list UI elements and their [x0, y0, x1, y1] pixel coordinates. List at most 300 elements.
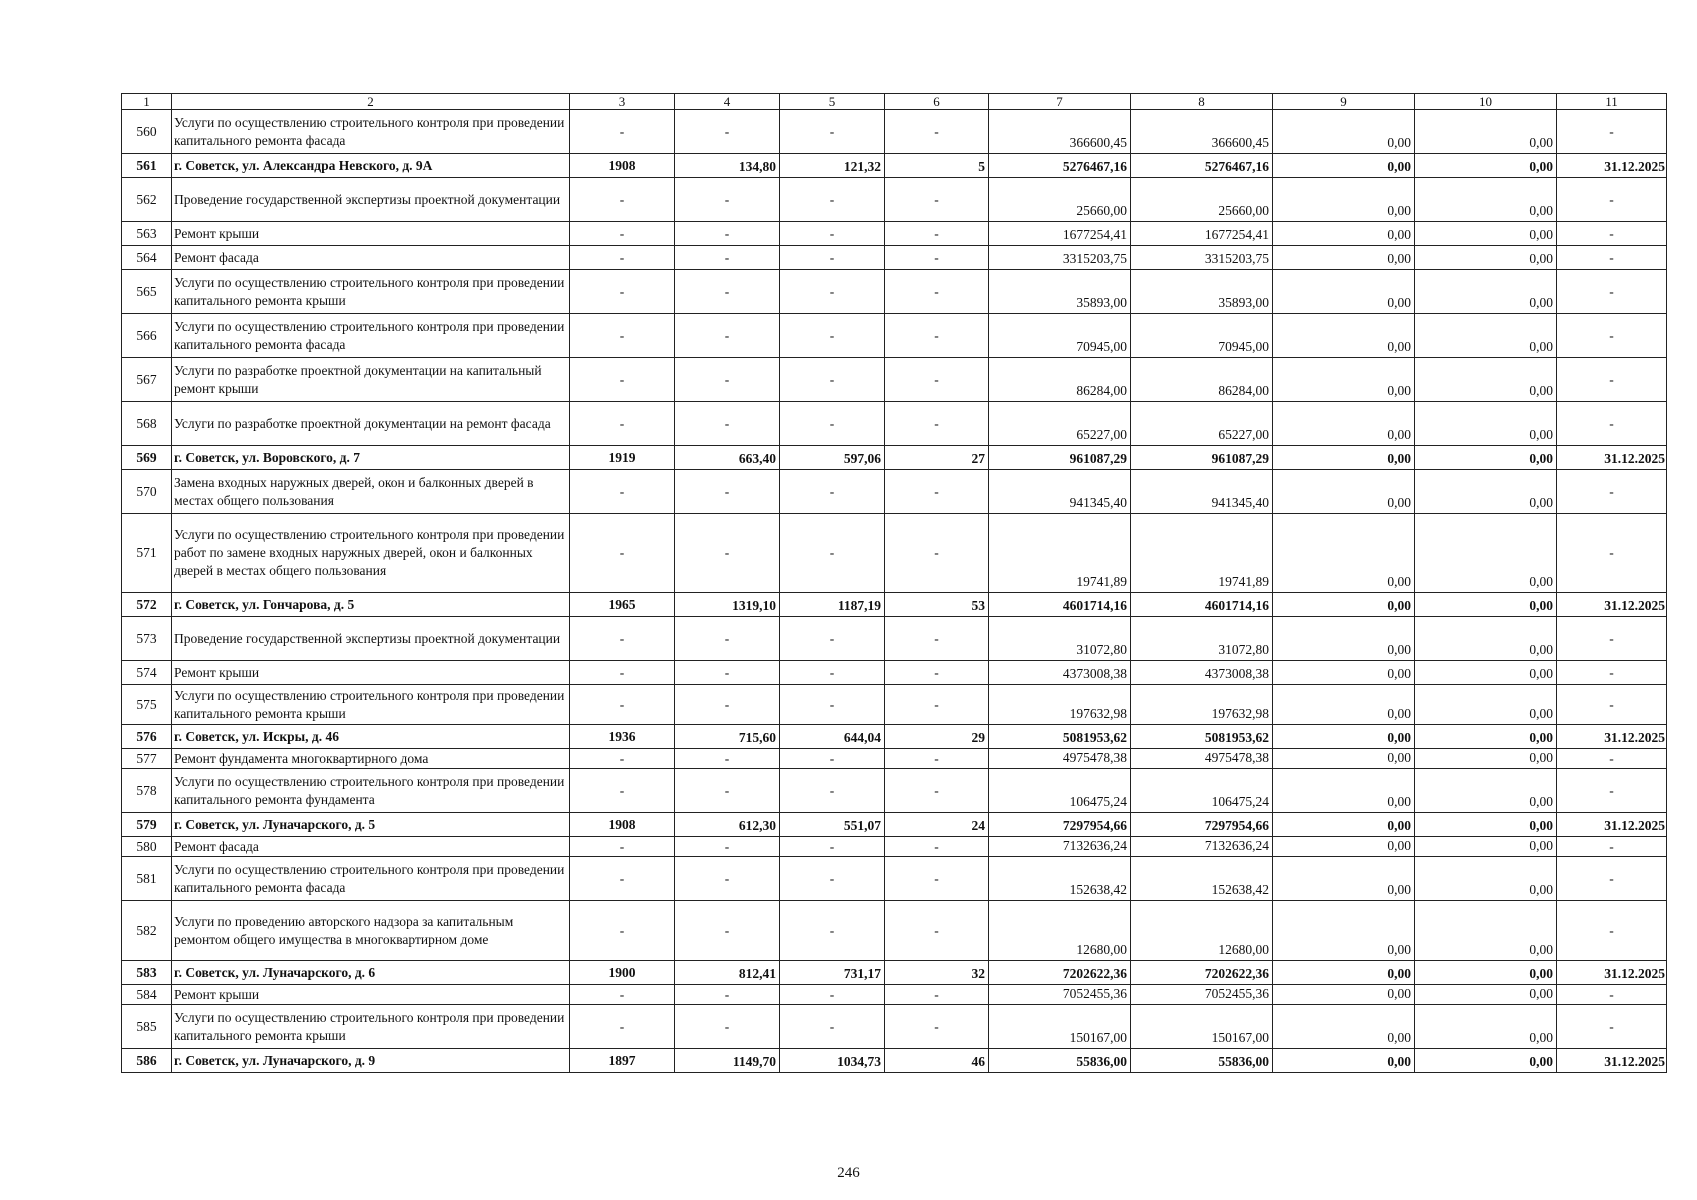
- fund-cost-cell: 941345,40: [1131, 470, 1273, 514]
- residents-count-cell: -: [885, 222, 989, 246]
- living-area-cell: -: [780, 178, 885, 222]
- other-cost-cell: 0,00: [1415, 402, 1557, 446]
- deadline-cell: -: [1557, 857, 1667, 901]
- residents-count-cell: 24: [885, 813, 989, 837]
- other-cost-cell: 0,00: [1415, 837, 1557, 857]
- living-area-cell: 1187,19: [780, 593, 885, 617]
- residents-count-cell: -: [885, 270, 989, 314]
- built-year-cell: -: [570, 314, 675, 358]
- budget-cost-cell: 0,00: [1273, 446, 1415, 470]
- deadline-cell: -: [1557, 222, 1667, 246]
- living-area-cell: 1034,73: [780, 1049, 885, 1073]
- header-cell: 4: [675, 94, 780, 110]
- budget-cost-cell: 0,00: [1273, 270, 1415, 314]
- fund-cost-cell: 961087,29: [1131, 446, 1273, 470]
- residents-count-cell: -: [885, 857, 989, 901]
- work-row: [122, 246, 1667, 270]
- row-number-cell: 560: [122, 110, 172, 154]
- total-cost-cell: 25660,00: [989, 178, 1131, 222]
- header-cell: 6: [885, 94, 989, 110]
- work-row: [122, 270, 1667, 314]
- work-row: [122, 178, 1667, 222]
- budget-cost-cell: 0,00: [1273, 685, 1415, 725]
- other-cost-cell: 0,00: [1415, 1005, 1557, 1049]
- living-area-cell: -: [780, 837, 885, 857]
- built-year-cell: 1965: [570, 593, 675, 617]
- other-cost-cell: 0,00: [1415, 246, 1557, 270]
- total-area-cell: -: [675, 901, 780, 961]
- living-area-cell: 121,32: [780, 154, 885, 178]
- total-area-cell: -: [675, 402, 780, 446]
- header-cell: 8: [1131, 94, 1273, 110]
- fund-cost-cell: 31072,80: [1131, 617, 1273, 661]
- capital-repair-table: [121, 93, 1667, 1073]
- residents-count-cell: 53: [885, 593, 989, 617]
- row-number-cell: 566: [122, 314, 172, 358]
- work-row: [122, 901, 1667, 961]
- fund-cost-cell: 25660,00: [1131, 178, 1273, 222]
- row-name-cell: Ремонт фасада: [172, 837, 570, 857]
- address-row: [122, 154, 1667, 178]
- budget-cost-cell: 0,00: [1273, 1005, 1415, 1049]
- living-area-cell: 644,04: [780, 725, 885, 749]
- header-cell: 9: [1273, 94, 1415, 110]
- total-cost-cell: 7202622,36: [989, 961, 1131, 985]
- living-area-cell: 551,07: [780, 813, 885, 837]
- row-name-cell: Ремонт крыши: [172, 661, 570, 685]
- row-number-cell: 575: [122, 685, 172, 725]
- living-area-cell: -: [780, 661, 885, 685]
- total-area-cell: -: [675, 685, 780, 725]
- residents-count-cell: -: [885, 749, 989, 769]
- other-cost-cell: 0,00: [1415, 110, 1557, 154]
- work-row: [122, 470, 1667, 514]
- residents-count-cell: 5: [885, 154, 989, 178]
- other-cost-cell: 0,00: [1415, 593, 1557, 617]
- fund-cost-cell: 7202622,36: [1131, 961, 1273, 985]
- work-row: [122, 110, 1667, 154]
- fund-cost-cell: 4975478,38: [1131, 749, 1273, 769]
- row-name-cell: г. Советск, ул. Луначарского, д. 5: [172, 813, 570, 837]
- budget-cost-cell: 0,00: [1273, 985, 1415, 1005]
- other-cost-cell: 0,00: [1415, 154, 1557, 178]
- deadline-cell: -: [1557, 314, 1667, 358]
- row-name-cell: Услуги по осуществлению строительного контроля при проведении капитального ремонта фасада: [172, 857, 570, 901]
- residents-count-cell: -: [885, 685, 989, 725]
- row-name-cell: Услуги по разработке проектной документации на ремонт фасада: [172, 402, 570, 446]
- total-area-cell: -: [675, 470, 780, 514]
- residents-count-cell: -: [885, 110, 989, 154]
- total-cost-cell: 55836,00: [989, 1049, 1131, 1073]
- total-area-cell: 612,30: [675, 813, 780, 837]
- row-number-cell: 563: [122, 222, 172, 246]
- other-cost-cell: 0,00: [1415, 857, 1557, 901]
- residents-count-cell: -: [885, 985, 989, 1005]
- deadline-cell: -: [1557, 246, 1667, 270]
- other-cost-cell: 0,00: [1415, 725, 1557, 749]
- residents-count-cell: -: [885, 901, 989, 961]
- living-area-cell: -: [780, 402, 885, 446]
- row-name-cell: Проведение государственной экспертизы проектной документации: [172, 617, 570, 661]
- row-name-cell: г. Советск, ул. Луначарского, д. 6: [172, 961, 570, 985]
- other-cost-cell: 0,00: [1415, 514, 1557, 593]
- deadline-cell: -: [1557, 270, 1667, 314]
- row-number-cell: 581: [122, 857, 172, 901]
- built-year-cell: 1897: [570, 1049, 675, 1073]
- fund-cost-cell: 70945,00: [1131, 314, 1273, 358]
- living-area-cell: -: [780, 749, 885, 769]
- row-number-cell: 571: [122, 514, 172, 593]
- deadline-cell: 31.12.2025: [1557, 813, 1667, 837]
- deadline-cell: -: [1557, 901, 1667, 961]
- total-cost-cell: 7052455,36: [989, 985, 1131, 1005]
- fund-cost-cell: 1677254,41: [1131, 222, 1273, 246]
- residents-count-cell: -: [885, 314, 989, 358]
- living-area-cell: -: [780, 685, 885, 725]
- residents-count-cell: -: [885, 617, 989, 661]
- row-number-cell: 578: [122, 769, 172, 813]
- total-cost-cell: 197632,98: [989, 685, 1131, 725]
- row-number-cell: 572: [122, 593, 172, 617]
- row-name-cell: Ремонт фундамента многоквартирного дома: [172, 749, 570, 769]
- address-row: [122, 446, 1667, 470]
- total-area-cell: -: [675, 514, 780, 593]
- deadline-cell: 31.12.2025: [1557, 593, 1667, 617]
- header-cell: 3: [570, 94, 675, 110]
- work-row: [122, 358, 1667, 402]
- built-year-cell: -: [570, 749, 675, 769]
- total-cost-cell: 86284,00: [989, 358, 1131, 402]
- budget-cost-cell: 0,00: [1273, 110, 1415, 154]
- total-cost-cell: 941345,40: [989, 470, 1131, 514]
- row-number-cell: 583: [122, 961, 172, 985]
- work-row: [122, 222, 1667, 246]
- total-cost-cell: 7297954,66: [989, 813, 1131, 837]
- column-number-header: [122, 94, 1667, 110]
- fund-cost-cell: 65227,00: [1131, 402, 1273, 446]
- budget-cost-cell: 0,00: [1273, 1049, 1415, 1073]
- budget-cost-cell: 0,00: [1273, 314, 1415, 358]
- deadline-cell: -: [1557, 1005, 1667, 1049]
- fund-cost-cell: 4601714,16: [1131, 593, 1273, 617]
- residents-count-cell: -: [885, 470, 989, 514]
- header-cell: 1: [122, 94, 172, 110]
- fund-cost-cell: 7297954,66: [1131, 813, 1273, 837]
- other-cost-cell: 0,00: [1415, 178, 1557, 222]
- fund-cost-cell: 150167,00: [1131, 1005, 1273, 1049]
- fund-cost-cell: 7052455,36: [1131, 985, 1273, 1005]
- row-name-cell: г. Советск, ул. Воровского, д. 7: [172, 446, 570, 470]
- deadline-cell: -: [1557, 110, 1667, 154]
- fund-cost-cell: 12680,00: [1131, 901, 1273, 961]
- residents-count-cell: 46: [885, 1049, 989, 1073]
- row-number-cell: 564: [122, 246, 172, 270]
- fund-cost-cell: 197632,98: [1131, 685, 1273, 725]
- built-year-cell: -: [570, 685, 675, 725]
- work-row: [122, 514, 1667, 593]
- residents-count-cell: -: [885, 1005, 989, 1049]
- living-area-cell: -: [780, 857, 885, 901]
- work-row: [122, 749, 1667, 769]
- row-number-cell: 565: [122, 270, 172, 314]
- work-row: [122, 685, 1667, 725]
- header-cell: 10: [1415, 94, 1557, 110]
- row-number-cell: 562: [122, 178, 172, 222]
- work-row: [122, 661, 1667, 685]
- built-year-cell: -: [570, 246, 675, 270]
- built-year-cell: -: [570, 178, 675, 222]
- residents-count-cell: -: [885, 837, 989, 857]
- row-name-cell: Услуги по осуществлению строительного контроля при проведении капитального ремонта фасада: [172, 110, 570, 154]
- deadline-cell: -: [1557, 402, 1667, 446]
- residents-count-cell: -: [885, 769, 989, 813]
- budget-cost-cell: 0,00: [1273, 749, 1415, 769]
- header-cell: 7: [989, 94, 1131, 110]
- fund-cost-cell: 4373008,38: [1131, 661, 1273, 685]
- budget-cost-cell: 0,00: [1273, 901, 1415, 961]
- work-row: [122, 402, 1667, 446]
- deadline-cell: 31.12.2025: [1557, 154, 1667, 178]
- work-row: [122, 837, 1667, 857]
- deadline-cell: 31.12.2025: [1557, 446, 1667, 470]
- total-area-cell: 715,60: [675, 725, 780, 749]
- built-year-cell: -: [570, 1005, 675, 1049]
- table-body: [122, 94, 1667, 1073]
- total-area-cell: -: [675, 837, 780, 857]
- total-area-cell: 1319,10: [675, 593, 780, 617]
- total-area-cell: -: [675, 769, 780, 813]
- row-name-cell: Услуги по осуществлению строительного контроля при проведении капитального ремонта крыши: [172, 685, 570, 725]
- built-year-cell: -: [570, 470, 675, 514]
- row-number-cell: 576: [122, 725, 172, 749]
- total-area-cell: -: [675, 857, 780, 901]
- living-area-cell: -: [780, 1005, 885, 1049]
- budget-cost-cell: 0,00: [1273, 837, 1415, 857]
- budget-cost-cell: 0,00: [1273, 514, 1415, 593]
- fund-cost-cell: 55836,00: [1131, 1049, 1273, 1073]
- total-area-cell: -: [675, 178, 780, 222]
- built-year-cell: -: [570, 857, 675, 901]
- row-number-cell: 569: [122, 446, 172, 470]
- total-cost-cell: 152638,42: [989, 857, 1131, 901]
- other-cost-cell: 0,00: [1415, 769, 1557, 813]
- header-cell: 5: [780, 94, 885, 110]
- total-cost-cell: 35893,00: [989, 270, 1131, 314]
- residents-count-cell: 27: [885, 446, 989, 470]
- other-cost-cell: 0,00: [1415, 446, 1557, 470]
- fund-cost-cell: 366600,45: [1131, 110, 1273, 154]
- deadline-cell: -: [1557, 470, 1667, 514]
- built-year-cell: -: [570, 402, 675, 446]
- row-name-cell: г. Советск, ул. Гончарова, д. 5: [172, 593, 570, 617]
- header-cell: 11: [1557, 94, 1667, 110]
- living-area-cell: -: [780, 314, 885, 358]
- row-number-cell: 586: [122, 1049, 172, 1073]
- deadline-cell: -: [1557, 769, 1667, 813]
- living-area-cell: -: [780, 514, 885, 593]
- residents-count-cell: -: [885, 246, 989, 270]
- fund-cost-cell: 3315203,75: [1131, 246, 1273, 270]
- other-cost-cell: 0,00: [1415, 661, 1557, 685]
- other-cost-cell: 0,00: [1415, 685, 1557, 725]
- work-row: [122, 617, 1667, 661]
- other-cost-cell: 0,00: [1415, 470, 1557, 514]
- other-cost-cell: 0,00: [1415, 617, 1557, 661]
- budget-cost-cell: 0,00: [1273, 178, 1415, 222]
- budget-cost-cell: 0,00: [1273, 857, 1415, 901]
- living-area-cell: -: [780, 617, 885, 661]
- fund-cost-cell: 5276467,16: [1131, 154, 1273, 178]
- total-cost-cell: 5081953,62: [989, 725, 1131, 749]
- budget-cost-cell: 0,00: [1273, 593, 1415, 617]
- work-row: [122, 1005, 1667, 1049]
- deadline-cell: 31.12.2025: [1557, 1049, 1667, 1073]
- living-area-cell: -: [780, 110, 885, 154]
- total-cost-cell: 65227,00: [989, 402, 1131, 446]
- budget-cost-cell: 0,00: [1273, 813, 1415, 837]
- living-area-cell: -: [780, 270, 885, 314]
- deadline-cell: 31.12.2025: [1557, 725, 1667, 749]
- address-row: [122, 961, 1667, 985]
- living-area-cell: -: [780, 985, 885, 1005]
- deadline-cell: -: [1557, 749, 1667, 769]
- row-name-cell: Ремонт крыши: [172, 985, 570, 1005]
- deadline-cell: -: [1557, 837, 1667, 857]
- row-number-cell: 582: [122, 901, 172, 961]
- built-year-cell: -: [570, 270, 675, 314]
- row-name-cell: Ремонт фасада: [172, 246, 570, 270]
- budget-cost-cell: 0,00: [1273, 661, 1415, 685]
- row-number-cell: 573: [122, 617, 172, 661]
- total-area-cell: -: [675, 985, 780, 1005]
- total-area-cell: -: [675, 270, 780, 314]
- total-cost-cell: 106475,24: [989, 769, 1131, 813]
- total-cost-cell: 70945,00: [989, 314, 1131, 358]
- total-cost-cell: 12680,00: [989, 901, 1131, 961]
- total-cost-cell: 366600,45: [989, 110, 1131, 154]
- row-name-cell: Услуги по осуществлению строительного контроля при проведении капитального ремонта фундамента: [172, 769, 570, 813]
- budget-cost-cell: 0,00: [1273, 222, 1415, 246]
- budget-cost-cell: 0,00: [1273, 246, 1415, 270]
- row-number-cell: 584: [122, 985, 172, 1005]
- total-area-cell: -: [675, 222, 780, 246]
- total-cost-cell: 1677254,41: [989, 222, 1131, 246]
- row-name-cell: Услуги по осуществлению строительного контроля при проведении капитального ремонта фасада: [172, 314, 570, 358]
- other-cost-cell: 0,00: [1415, 270, 1557, 314]
- total-area-cell: -: [675, 661, 780, 685]
- built-year-cell: -: [570, 769, 675, 813]
- row-number-cell: 585: [122, 1005, 172, 1049]
- address-row: [122, 1049, 1667, 1073]
- row-name-cell: Проведение государственной экспертизы проектной документации: [172, 178, 570, 222]
- total-area-cell: 1149,70: [675, 1049, 780, 1073]
- total-area-cell: 134,80: [675, 154, 780, 178]
- budget-cost-cell: 0,00: [1273, 769, 1415, 813]
- living-area-cell: -: [780, 769, 885, 813]
- fund-cost-cell: 35893,00: [1131, 270, 1273, 314]
- fund-cost-cell: 152638,42: [1131, 857, 1273, 901]
- other-cost-cell: 0,00: [1415, 813, 1557, 837]
- total-cost-cell: 5276467,16: [989, 154, 1131, 178]
- built-year-cell: -: [570, 617, 675, 661]
- total-cost-cell: 7132636,24: [989, 837, 1131, 857]
- residents-count-cell: 29: [885, 725, 989, 749]
- residents-count-cell: 32: [885, 961, 989, 985]
- row-number-cell: 567: [122, 358, 172, 402]
- row-name-cell: Услуги по осуществлению строительного контроля при проведении капитального ремонта крыши: [172, 1005, 570, 1049]
- budget-cost-cell: 0,00: [1273, 470, 1415, 514]
- living-area-cell: -: [780, 470, 885, 514]
- built-year-cell: -: [570, 661, 675, 685]
- other-cost-cell: 0,00: [1415, 314, 1557, 358]
- budget-cost-cell: 0,00: [1273, 961, 1415, 985]
- other-cost-cell: 0,00: [1415, 1049, 1557, 1073]
- built-year-cell: -: [570, 110, 675, 154]
- budget-cost-cell: 0,00: [1273, 358, 1415, 402]
- total-area-cell: 812,41: [675, 961, 780, 985]
- built-year-cell: 1908: [570, 154, 675, 178]
- deadline-cell: -: [1557, 178, 1667, 222]
- built-year-cell: -: [570, 222, 675, 246]
- total-cost-cell: 31072,80: [989, 617, 1131, 661]
- page-number: 246: [837, 1165, 860, 1181]
- row-number-cell: 561: [122, 154, 172, 178]
- budget-cost-cell: 0,00: [1273, 725, 1415, 749]
- total-area-cell: -: [675, 314, 780, 358]
- built-year-cell: -: [570, 901, 675, 961]
- other-cost-cell: 0,00: [1415, 901, 1557, 961]
- deadline-cell: -: [1557, 514, 1667, 593]
- living-area-cell: -: [780, 901, 885, 961]
- other-cost-cell: 0,00: [1415, 358, 1557, 402]
- fund-cost-cell: 5081953,62: [1131, 725, 1273, 749]
- residents-count-cell: -: [885, 178, 989, 222]
- address-row: [122, 593, 1667, 617]
- living-area-cell: 731,17: [780, 961, 885, 985]
- fund-cost-cell: 86284,00: [1131, 358, 1273, 402]
- work-row: [122, 769, 1667, 813]
- built-year-cell: 1936: [570, 725, 675, 749]
- residents-count-cell: -: [885, 402, 989, 446]
- built-year-cell: 1908: [570, 813, 675, 837]
- row-name-cell: Замена входных наружных дверей, окон и балконных дверей в местах общего пользования: [172, 470, 570, 514]
- budget-cost-cell: 0,00: [1273, 154, 1415, 178]
- row-name-cell: Услуги по разработке проектной документации на капитальный ремонт крыши: [172, 358, 570, 402]
- residents-count-cell: -: [885, 661, 989, 685]
- residents-count-cell: -: [885, 358, 989, 402]
- row-name-cell: Услуги по проведению авторского надзора за капитальным ремонтом общего имущества в многоквартирном доме: [172, 901, 570, 961]
- deadline-cell: -: [1557, 617, 1667, 661]
- built-year-cell: -: [570, 358, 675, 402]
- row-name-cell: г. Советск, ул. Луначарского, д. 9: [172, 1049, 570, 1073]
- living-area-cell: -: [780, 246, 885, 270]
- row-number-cell: 568: [122, 402, 172, 446]
- total-area-cell: 663,40: [675, 446, 780, 470]
- living-area-cell: -: [780, 358, 885, 402]
- fund-cost-cell: 106475,24: [1131, 769, 1273, 813]
- header-cell: 2: [172, 94, 570, 110]
- living-area-cell: -: [780, 222, 885, 246]
- fund-cost-cell: 19741,89: [1131, 514, 1273, 593]
- address-row: [122, 813, 1667, 837]
- deadline-cell: -: [1557, 985, 1667, 1005]
- total-cost-cell: 19741,89: [989, 514, 1131, 593]
- total-cost-cell: 4373008,38: [989, 661, 1131, 685]
- other-cost-cell: 0,00: [1415, 961, 1557, 985]
- row-name-cell: Ремонт крыши: [172, 222, 570, 246]
- row-number-cell: 574: [122, 661, 172, 685]
- deadline-cell: -: [1557, 685, 1667, 725]
